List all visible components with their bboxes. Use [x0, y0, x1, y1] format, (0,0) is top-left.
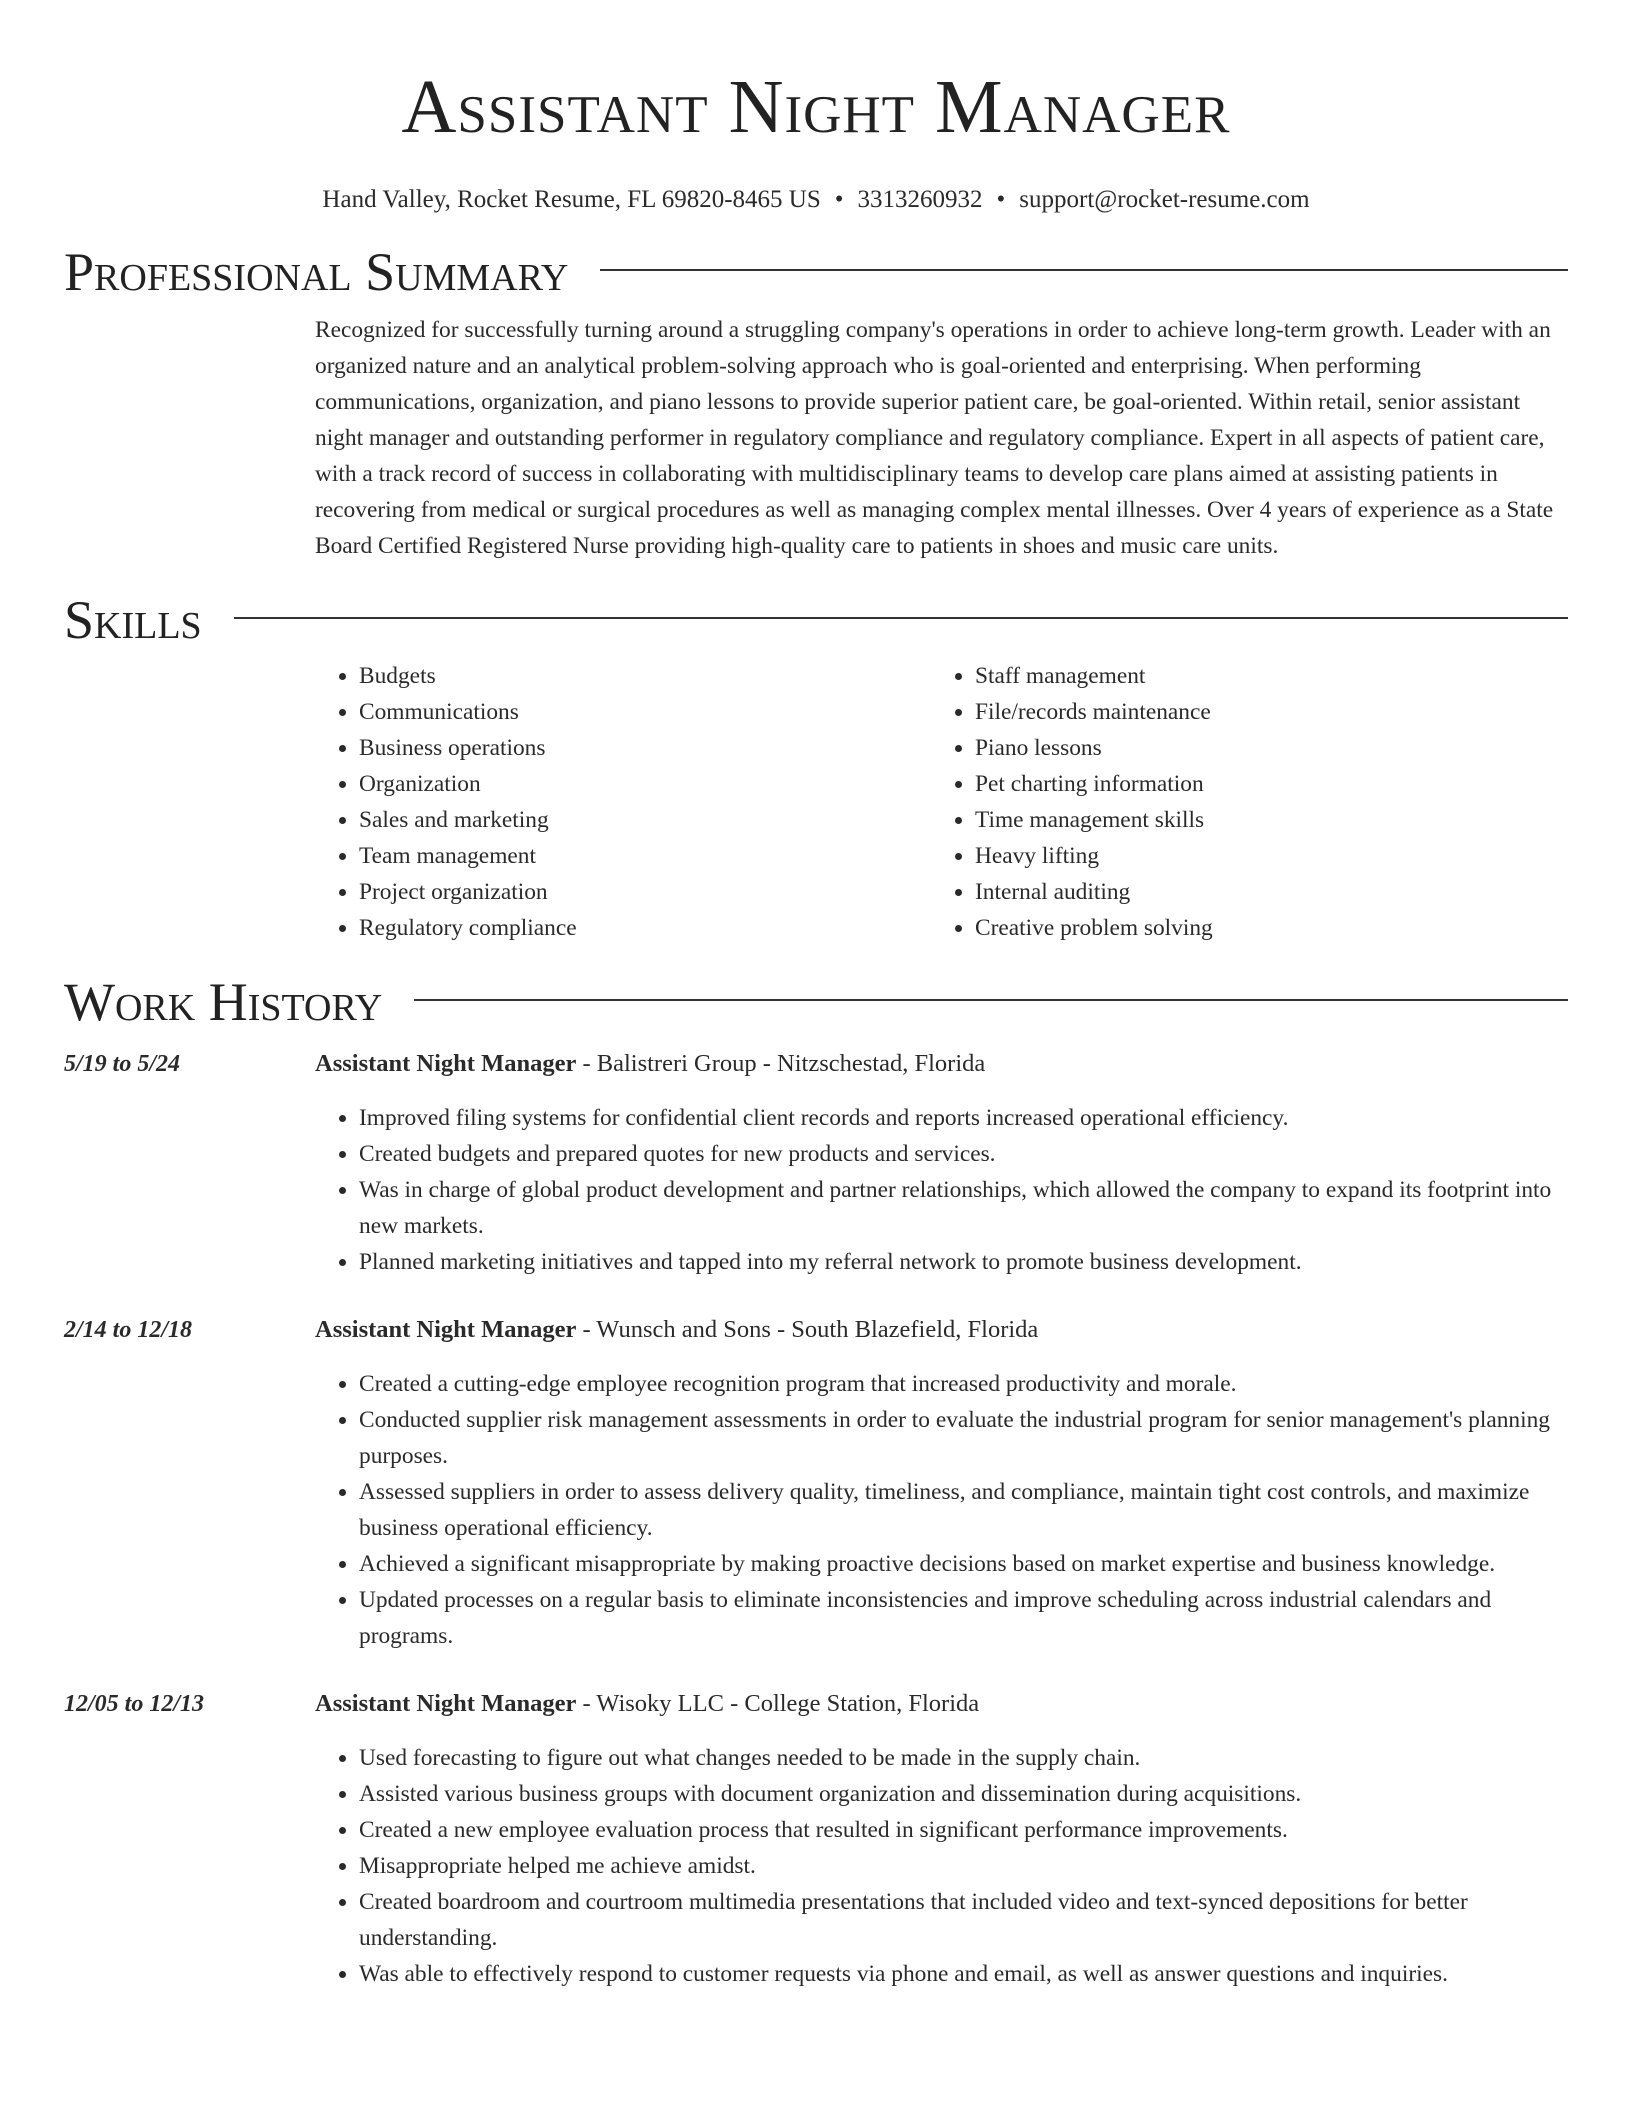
- skill-item: • File/records maintenance: [975, 694, 1547, 730]
- skill-item: • Business operations: [359, 730, 931, 766]
- job-bullet: • Created a new employee evaluation process that resulted in significant performance improvements.: [359, 1812, 1568, 1848]
- skill-item: • Organization: [359, 766, 931, 802]
- job-bullet: • Conducted supplier risk management assessments in order to evaluate the industrial program for senior management's planning purposes.: [359, 1402, 1568, 1474]
- skill-item: • Pet charting information: [975, 766, 1547, 802]
- job-details: [315, 1312, 1568, 1654]
- resume-page: [64, 0, 1568, 1992]
- job-title: Assistant Night Manager: [315, 1316, 577, 1343]
- skills-grid: [315, 658, 1568, 946]
- skill-item: • Creative problem solving: [975, 910, 1547, 946]
- skill-item: • Internal auditing: [975, 874, 1547, 910]
- skills-column-right: [931, 658, 1547, 946]
- skill-item: • Heavy lifting: [975, 838, 1547, 874]
- skill-item: • Communications: [359, 694, 931, 730]
- job-heading: [315, 1312, 1568, 1348]
- contact-line: [64, 184, 1568, 216]
- job-entry: [64, 1312, 1568, 1654]
- skill-item: • Budgets: [359, 658, 931, 694]
- skills-list-left: [315, 658, 931, 946]
- summary-body: [315, 312, 1568, 564]
- job-bullets: [315, 1366, 1568, 1654]
- job-bullet: • Created budgets and prepared quotes for new products and services.: [359, 1136, 1568, 1172]
- section-divider: [600, 269, 1568, 271]
- job-employer-location: - Wunsch and Sons - South Blazefield, Florida: [576, 1316, 1039, 1343]
- job-employer-location: - Balistreri Group - Nitzschestad, Florida: [576, 1050, 986, 1077]
- job-bullet: • Achieved a significant misappropriate by making proactive decisions based on market expertise and business knowledge.: [359, 1546, 1568, 1582]
- job-bullet: • Assessed suppliers in order to assess delivery quality, timeliness, and compliance, maintain tight cost controls, and maximize business operational efficiency.: [359, 1474, 1568, 1546]
- job-bullet: • Updated processes on a regular basis to eliminate inconsistencies and improve scheduling across industrial calendars and programs.: [359, 1582, 1568, 1654]
- job-bullet: • Misappropriate helped me achieve amidst.: [359, 1848, 1568, 1884]
- work-title: Work History: [64, 972, 383, 1032]
- contact-separator: •: [834, 186, 844, 213]
- summary-title: Professional Summary: [64, 242, 569, 302]
- phone: 3313260932: [857, 186, 983, 213]
- job-bullets: [315, 1100, 1568, 1280]
- skills-column-left: [315, 658, 931, 946]
- address: Hand Valley, Rocket Resume, FL 69820-8465 US: [322, 186, 821, 213]
- skills-header: [64, 590, 1568, 650]
- skill-item: • Staff management: [975, 658, 1547, 694]
- contact-separator: •: [996, 186, 1006, 213]
- job-bullet: • Was able to effectively respond to customer requests via phone and email, as well as answer questions and inquiries.: [359, 1956, 1568, 1992]
- job-dates: 2/14 to 12/18: [64, 1317, 193, 1343]
- skill-item: • Time management skills: [975, 802, 1547, 838]
- job-title: Assistant Night Manager: [315, 1690, 577, 1717]
- job-details: [315, 1046, 1568, 1280]
- summary-text: Recognized for successfully turning around a struggling company's operations in order to achieve long-term growth. Leader with an organized nature and an analytical problem-solving approach who is goal-oriented and enterprising. When performing communications, organization, and piano lessons to provide superior patient care, be goal-oriented. Within retail, senior assistant night manager and outstanding performer in regulatory compliance and regulatory compliance. Expert in all aspects of patient care, with a track record of success in collaborating with multidisciplinary teams to develop care plans aimed at assisting patients in recovering from medical or surgical procedures as well as managing complex mental illnesses. Over 4 years of experience as a State Board Certified Registered Nurse providing high-quality care to patients in shoes and music care units.: [315, 317, 1554, 559]
- job-bullet: • Assisted various business groups with document organization and dissemination during acquisitions.: [359, 1776, 1568, 1812]
- skill-item: • Regulatory compliance: [359, 910, 931, 946]
- job-dates: 12/05 to 12/13: [64, 1691, 205, 1717]
- skill-item: • Project organization: [359, 874, 931, 910]
- job-entry: [64, 1686, 1568, 1992]
- summary-header: [64, 242, 1568, 302]
- job-bullet: • Used forecasting to figure out what changes needed to be made in the supply chain.: [359, 1740, 1568, 1776]
- section-divider: [414, 999, 1568, 1001]
- job-heading: [315, 1686, 1568, 1722]
- job-bullet: • Created boardroom and courtroom multimedia presentations that included video and text-synced depositions for better understanding.: [359, 1884, 1568, 1956]
- job-title: Assistant Night Manager: [315, 1050, 577, 1077]
- resume-name: Assistant Night Manager: [401, 65, 1231, 149]
- job-dates: 5/19 to 5/24: [64, 1051, 181, 1077]
- job-bullet: • Improved filing systems for confidential client records and reports increased operational efficiency.: [359, 1100, 1568, 1136]
- job-bullet: • Was in charge of global product development and partner relationships, which allowed the company to expand its footprint into new markets.: [359, 1172, 1568, 1244]
- skills-title: Skills: [64, 590, 202, 650]
- job-entry: [64, 1046, 1568, 1280]
- job-details: [315, 1686, 1568, 1992]
- email: support@rocket-resume.com: [1019, 186, 1310, 213]
- skill-item: • Sales and marketing: [359, 802, 931, 838]
- section-divider: [234, 617, 1568, 619]
- skill-item: • Team management: [359, 838, 931, 874]
- job-bullet: • Planned marketing initiatives and tapped into my referral network to promote business development.: [359, 1244, 1568, 1280]
- work-header: [64, 972, 1568, 1032]
- job-bullets: [315, 1740, 1568, 1992]
- skill-item: • Piano lessons: [975, 730, 1547, 766]
- skills-list-right: [931, 658, 1547, 946]
- job-bullet: • Created a cutting-edge employee recognition program that increased productivity and morale.: [359, 1366, 1568, 1402]
- job-heading: [315, 1046, 1568, 1082]
- job-employer-location: - Wisoky LLC - College Station, Florida: [576, 1690, 980, 1717]
